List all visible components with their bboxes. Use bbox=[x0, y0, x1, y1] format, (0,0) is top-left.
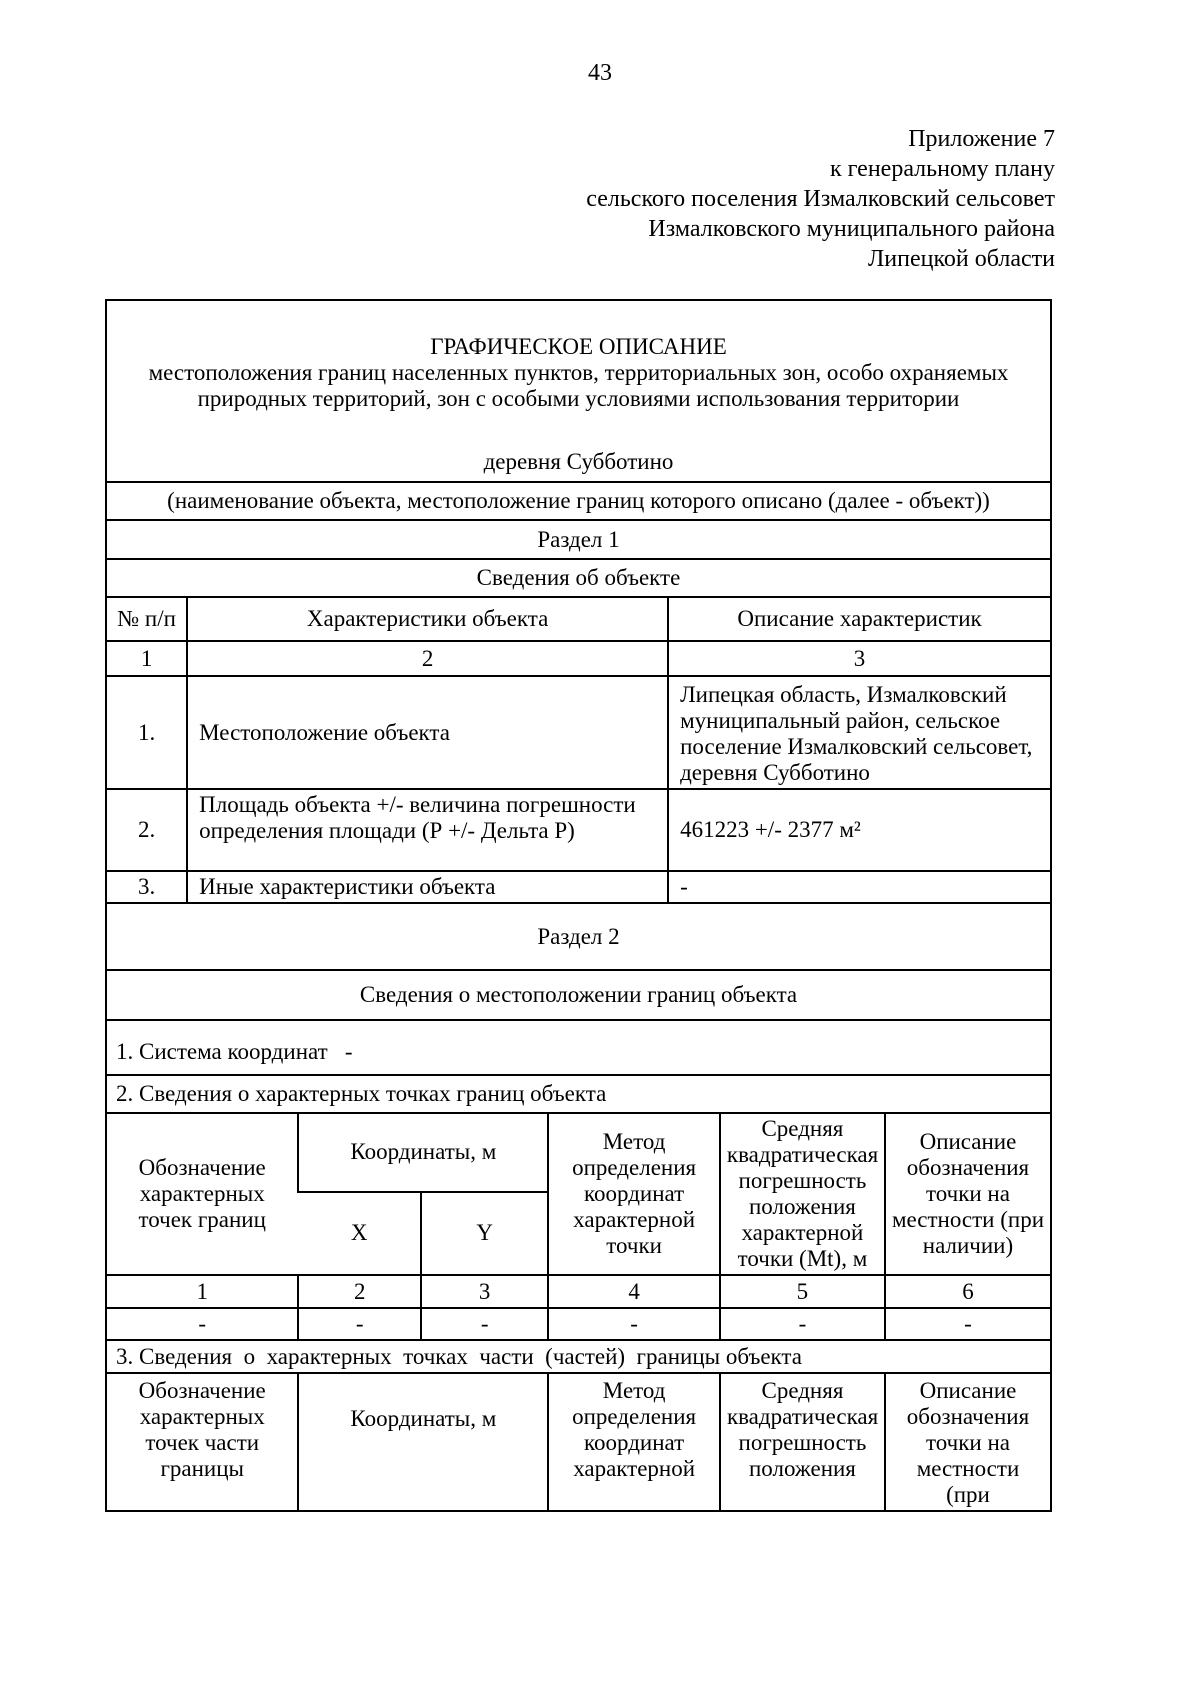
points-heading: 2. Сведения о характерных точках границ объекта bbox=[107, 1076, 1050, 1114]
object-table-numbers-row bbox=[107, 641, 1050, 676]
section2-subtitle: Сведения о местоположении границ объекта bbox=[107, 971, 1050, 1021]
column-number: 2 bbox=[187, 641, 668, 676]
characteristic-value: 461223 +/- 2377 м² bbox=[668, 789, 1050, 871]
row-number: 2. bbox=[107, 789, 187, 871]
parts-table-header-row bbox=[107, 1374, 1050, 1510]
row-number: 1. bbox=[107, 676, 187, 789]
column-number: 1 bbox=[107, 641, 187, 676]
col-header-y: Y bbox=[421, 1192, 548, 1275]
column-number: 1 bbox=[107, 1275, 298, 1308]
column-number: 4 bbox=[548, 1275, 720, 1308]
table-cell: - bbox=[107, 1308, 298, 1340]
col-header-method: Метод определения координат характерной bbox=[548, 1374, 720, 1510]
appendix-line: Измалковского муниципального района bbox=[648, 216, 1055, 242]
table-cell: - bbox=[720, 1308, 885, 1340]
col-header-coordinates: Координаты, м bbox=[298, 1374, 548, 1510]
table-cell: - bbox=[421, 1308, 548, 1340]
col-header-x: X bbox=[298, 1192, 421, 1275]
col-header-point-designation: Обозначение характерных точек границ bbox=[107, 1114, 298, 1275]
appendix-line: к генеральному плану bbox=[829, 156, 1055, 182]
characteristic-value: - bbox=[668, 871, 1050, 903]
section2-title: Раздел 2 bbox=[107, 904, 1050, 971]
characteristic-name: Иные характеристики объекта bbox=[187, 871, 668, 903]
row-number: 3. bbox=[107, 871, 187, 903]
points-table-empty-row bbox=[107, 1308, 1050, 1340]
col-header-description: Описание характеристик bbox=[668, 598, 1050, 641]
characteristic-points-table bbox=[107, 1114, 1050, 1341]
parts-heading: 3. Сведения о характерных точках части (частей) границы объекта bbox=[107, 1341, 1050, 1374]
points-table-numbers-row bbox=[107, 1275, 1050, 1308]
object-caption: (наименование объекта, местоположение границ которого описано (далее - объект)) bbox=[107, 483, 1050, 521]
col-header-number: № п/п bbox=[107, 598, 187, 641]
points-table-header-row-1 bbox=[107, 1114, 1050, 1192]
table-row-area bbox=[107, 789, 1050, 871]
column-number: 2 bbox=[298, 1275, 421, 1308]
column-number: 3 bbox=[668, 641, 1050, 676]
col-header-characteristics: Характеристики объекта bbox=[187, 598, 668, 641]
characteristic-name: Площадь объекта +/- величина погрешности определения площади (Р +/- Дельта Р) bbox=[187, 789, 668, 871]
table-cell: - bbox=[885, 1308, 1050, 1340]
col-header-part-designation: Обозначение характерных точек части границы bbox=[138, 1378, 266, 1481]
characteristic-name: Местоположение объекта bbox=[187, 676, 668, 789]
col-header-coordinates: Координаты, м bbox=[298, 1114, 548, 1192]
page-number: 43 bbox=[588, 60, 612, 86]
col-header-point-description: Описание обозначения точки на местности (при наличии) bbox=[885, 1114, 1050, 1275]
coordinate-system-line: 1. Система координат - bbox=[107, 1021, 1050, 1076]
column-number: 5 bbox=[720, 1275, 885, 1308]
section1-subtitle: Сведения об объекте bbox=[107, 560, 1050, 598]
appendix-line: Приложение 7 bbox=[908, 126, 1055, 152]
table-cell: - bbox=[298, 1308, 421, 1340]
title-block bbox=[107, 301, 1050, 483]
col-header-precision: Средняя квадратическая погрешность положения bbox=[720, 1374, 885, 1510]
column-number: 3 bbox=[421, 1275, 548, 1308]
object-info-table bbox=[107, 598, 1050, 904]
col-header-precision: Средняя квадратическая погрешность положения характерной точки (Mt), м bbox=[720, 1114, 885, 1275]
table-cell: - bbox=[548, 1308, 720, 1340]
section1-title: Раздел 1 bbox=[107, 521, 1050, 560]
characteristic-value: Липецкая область, Измалковский муниципальный район, сельское поселение Измалковский сельсовет, деревня Субботино bbox=[668, 676, 1050, 789]
document-frame bbox=[105, 299, 1052, 1512]
col-header-point-description: Описание обозначения точки на местности (при bbox=[885, 1374, 1050, 1510]
object-table-header-row bbox=[107, 598, 1050, 641]
document-subtitle: местоположения границ населенных пунктов, территориальных зон, особо охраняемых природных территорий, зон с особыми условиями использования территории bbox=[148, 360, 1009, 411]
appendix-block bbox=[0, 124, 1055, 274]
appendix-line: сельского поселения Измалковский сельсовет bbox=[586, 186, 1055, 212]
boundary-parts-table bbox=[107, 1374, 1050, 1510]
appendix-line: Липецкой области bbox=[868, 246, 1055, 272]
table-row-other bbox=[107, 871, 1050, 903]
object-name: деревня Субботино bbox=[483, 449, 674, 474]
table-row-location bbox=[107, 676, 1050, 789]
col-header-method: Метод определения координат характерной точки bbox=[548, 1114, 720, 1275]
column-number: 6 bbox=[885, 1275, 1050, 1308]
document-title: ГРАФИЧЕСКОЕ ОПИСАНИЕ bbox=[430, 334, 727, 359]
